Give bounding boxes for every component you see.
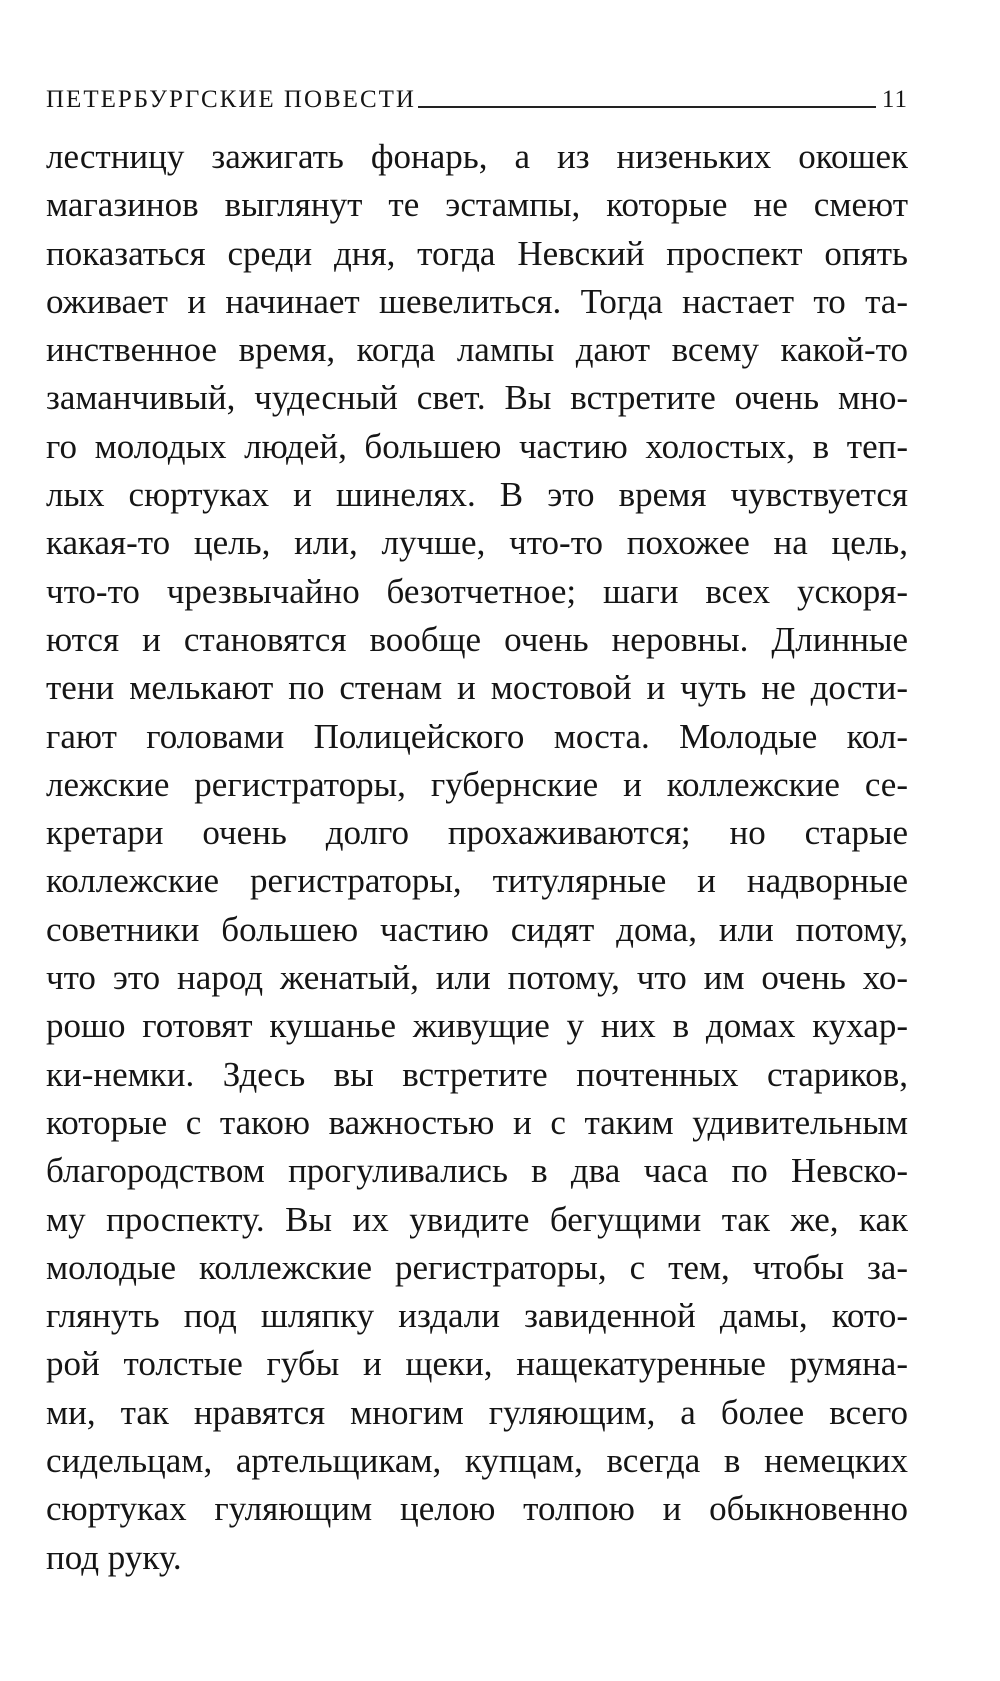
text-line: рой толстые губы и щеки, нащекатуренные румяна- [46, 1344, 908, 1384]
text-line: глянуть под шляпку издали завиденной дамы, кото- [46, 1296, 908, 1336]
text-line: тени мелькают по стенам и мостовой и чуть не дости- [46, 668, 908, 708]
text-line: ки-немки. Здесь вы встретите почтенных стариков, [46, 1054, 908, 1094]
text-line: кретари очень долго прохаживаются; но старые [46, 813, 908, 853]
text-line: оживает и начинает шевелиться. Тогда настает то та- [46, 281, 908, 321]
text-line: лестницу зажигать фонарь, а из низеньких окошек [46, 137, 908, 176]
text-line: что-то чрезвычайно безотчетное; шаги всех ускоря- [46, 571, 908, 611]
text-line: го молодых людей, большею частию холостых, в теп- [46, 426, 908, 466]
text-line: му проспекту. Вы их увидите бегущими так же, как [46, 1199, 908, 1239]
page-number: 11 [881, 86, 908, 113]
text-line: молодые коллежские регистраторы, с тем, чтобы за- [46, 1247, 908, 1287]
text-line: под руку. [46, 1537, 182, 1577]
text-line: инственное время, когда лампы дают всему какой-то [46, 330, 908, 370]
header-rule [418, 106, 876, 108]
running-head [46, 78, 908, 112]
text-line: советники большею частию сидят дома, или потому, [46, 909, 908, 949]
text-line: ются и становятся вообще очень неровны. Длинные [46, 619, 908, 659]
text-line: ми, так нравятся многим гуляющим, а более всего [46, 1392, 908, 1432]
text-line: благородством прогуливались в два часа по Невско- [46, 1151, 908, 1191]
text-line: коллежские регистраторы, титулярные и надворные [46, 861, 908, 901]
running-title: ПЕТЕРБУРГСКИЕ ПОВЕСТИ [46, 86, 416, 113]
text-line: гают головами Полицейского моста. Молодые кол- [46, 716, 908, 756]
text-line: лежские регистраторы, губернские и коллежские се- [46, 764, 908, 804]
text-line: магазинов выглянут те эстампы, которые не смеют [46, 185, 908, 225]
body-text [46, 133, 908, 1582]
text-line: заманчивый, чудесный свет. Вы встретите очень мно- [46, 378, 908, 418]
text-line: лых сюртуках и шинелях. В это время чувствуется [46, 475, 908, 515]
text-line: сюртуках гуляющим целою толпою и обыкновенно [46, 1489, 908, 1529]
text-line: какая-то цель, или, лучше, что-то похожее на цель, [46, 523, 908, 563]
text-line: рошо готовят кушанье живущие у них в домах кухар- [46, 1006, 908, 1046]
text-line: которые с такою важностью и с таким удивительным [46, 1102, 908, 1142]
text-line: что это народ женатый, или потому, что им очень хо- [46, 958, 908, 998]
text-line: сидельцам, артельщикам, купцам, всегда в немецких [46, 1441, 908, 1481]
text-line: показаться среди дня, тогда Невский проспект опять [46, 233, 908, 273]
